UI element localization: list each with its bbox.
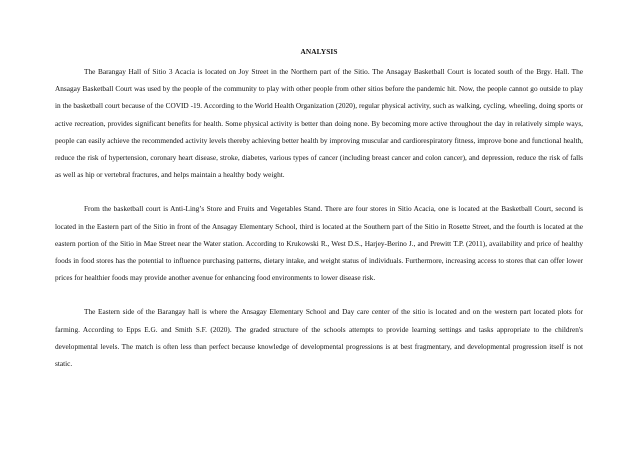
document-page (55, 47, 583, 372)
paragraph-school: The Eastern side of the Barangay hall is where the Ansagay Elementary School and Day care center of the sitio is located and on the western part located plots for farming. According to Epps E.G. and Smith S.F. (2020). The graded structure of the schools attempts to provide learning settings and tasks appropriate to the children's developmental levels. The match is often less than perfect because knowledge of developmental progressions is at best fragmentary, and developmental progression itself is not static. (55, 307, 583, 369)
paragraph-basketball-court: The Barangay Hall of Sitio 3 Acacia is located on Joy Street in the Northern part of the Sitio. The Ansagay Basketball Court is located south of the Brgy. Hall. The Ansagay Basketball Court was used by the people of the community to play with other people from other sitios before the pandemic hit. Now, the people cannot go outside to play in the basketball court because of the COVID -19. According to the World Health Organization (2020), regular physical activity, such as walking, cycling, wheeling, doing sports or active recreation, provides significant benefits for health. Some physical activity is better than doing none. By becoming more active throughout the day in relatively simple ways, people can easily achieve the recommended activity levels thereby achieving better health by improving muscular and cardiorespiratory fitness, improve bone and functional health, reduce the risk of hypertension, coronary heart disease, stroke, diabetes, various types of cancer (including breast cancer and colon cancer), and depression, reduce the risk of falls as well as hip or vertebral fractures, and helps maintain a healthy body weight. (55, 67, 583, 180)
paragraph-stores: From the basketball court is Anti-Ling’s Store and Fruits and Vegetables Stand. There are four stores in Sitio Acacia, one is located at the Basketball Court, second is located in the Eastern part of the Sitio in front of the Ansagay Elementary School, third is located at the Southern part of the Sitio in Rosette Street, and the fourth is located at the eastern portion of the Sitio in Mae Street near the Water station. According to Krukowski R., West D.S., Harjey-Berino J., and Prewitt T.P. (2011), availability and price of healthy foods in food stores has the potential to influence purchasing patterns, dietary intake, and weight status of individuals. Furthermore, increasing access to stores that can offer lower prices for healthier foods may provide another avenue for enhancing food environments to lower disease risk. (55, 204, 583, 283)
section-heading: ANALYSIS (300, 47, 338, 56)
